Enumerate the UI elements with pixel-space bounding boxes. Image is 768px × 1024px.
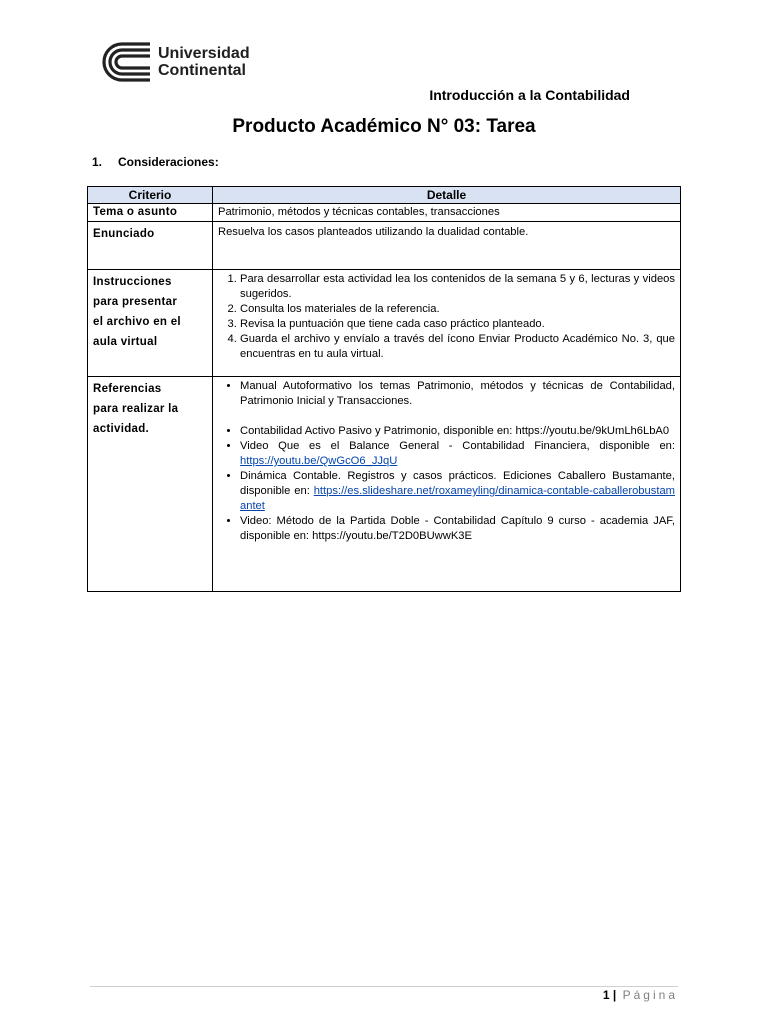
youtube-link[interactable]: https://youtu.be/QwGcO6_JJqU — [240, 455, 398, 467]
table-row — [88, 377, 681, 592]
document-title: Producto Académico N° 03: Tarea — [232, 116, 536, 137]
header-detalle: Detalle — [213, 187, 681, 204]
instructions-label-line: el archivo en el — [93, 316, 181, 328]
table-row — [88, 270, 681, 377]
list-item: • Manual Autoformativo los temas Patrimonio, métodos y técnicas de Contabilidad, Patrimonio Inicial y Transacciones. — [240, 379, 675, 409]
tema-label: Tema o asunto — [88, 204, 213, 222]
logo-line2: Continental — [158, 62, 246, 79]
course-name: Introducción a la Contabilidad — [429, 87, 630, 103]
enunciado-value: Resuelva los casos planteados utilizando la dualidad contable. — [213, 222, 681, 270]
university-logo — [92, 41, 250, 83]
page-label: Página — [622, 988, 678, 1002]
footer-separator: | — [612, 988, 617, 1002]
instructions-cell — [213, 270, 681, 377]
section-number: 1. — [92, 155, 103, 169]
list-item: 1. Para desarrollar esta actividad lea los contenidos de la semana 5 y 6, lecturas y videos sugeridos. — [240, 272, 675, 302]
list-item: 4. Guarda el archivo y envíalo a través del ícono Enviar Producto Académico No. 3, que encuentras en tu aula virtual. — [240, 332, 675, 362]
considerations-table — [87, 186, 681, 592]
page-footer — [603, 988, 678, 1002]
list-item — [240, 439, 675, 469]
section-heading — [92, 155, 219, 169]
instructions-list — [218, 272, 675, 362]
references-label-line: para realizar la — [93, 403, 179, 415]
enunciado-label: Enunciado — [88, 222, 213, 270]
references-label-line: Referencias — [93, 383, 162, 395]
reference-text: Video Que es el Balance General - Contabilidad Financiera, disponible en: — [240, 440, 675, 452]
table-row — [88, 204, 681, 222]
university-logo-icon — [92, 41, 152, 83]
table-row — [88, 222, 681, 270]
logo-line1: Universidad — [158, 45, 250, 62]
list-item: 2. Consulta los materiales de la referencia. — [240, 302, 675, 317]
slideshare-link[interactable]: https://es.slideshare.net/roxameyling/dinamica-contable-caballerobustamantet — [240, 485, 675, 512]
references-cell — [213, 377, 681, 592]
footer-divider — [90, 986, 678, 987]
table-header-row — [88, 187, 681, 204]
section-title: Consideraciones: — [118, 155, 219, 169]
list-item: • Video: Método de la Partida Doble - Contabilidad Capítulo 9 curso - academia JAF, disponible en: https://youtu.be/T2D0BUwwK3E — [240, 514, 675, 544]
instructions-label — [88, 270, 213, 377]
logo-text — [158, 45, 250, 79]
reference-text: Dinámica Contable. Registros y casos prácticos. Ediciones Caballero Bustamante, disponible en: — [240, 470, 675, 497]
list-item: 3. Revisa la puntuación que tiene cada caso práctico planteado. — [240, 317, 675, 332]
references-label-line: actividad. — [93, 423, 150, 435]
instructions-label-line: para presentar — [93, 296, 178, 308]
header-criterio: Criterio — [88, 187, 213, 204]
references-list — [218, 379, 675, 544]
page-number: 1 — [602, 988, 610, 1002]
tema-value: Patrimonio, métodos y técnicas contables, transacciones — [213, 204, 681, 222]
list-item — [240, 469, 675, 514]
instructions-label-line: aula virtual — [93, 336, 158, 348]
instructions-label-line: Instrucciones — [93, 276, 172, 288]
list-item: • Contabilidad Activo Pasivo y Patrimonio, disponible en: https://youtu.be/9kUmLh6LbA0 — [240, 424, 675, 439]
references-label — [88, 377, 213, 592]
